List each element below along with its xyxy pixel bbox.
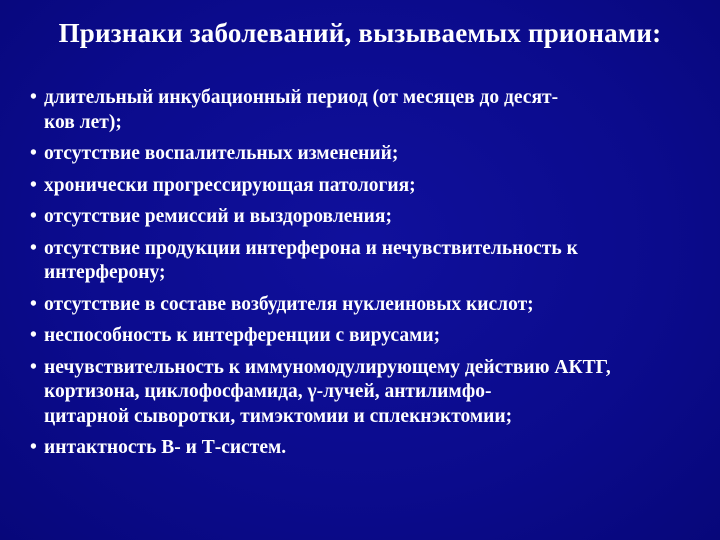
list-item bbox=[30, 356, 700, 430]
bullet-icon: • bbox=[30, 356, 37, 378]
bullet-icon: • bbox=[30, 293, 37, 315]
symptom-list bbox=[30, 86, 700, 468]
bullet-icon: • bbox=[30, 206, 37, 227]
bullet-icon: • bbox=[30, 437, 37, 458]
list-item bbox=[30, 324, 700, 349]
list-item-text: отсутствие воспалительных изменений; bbox=[44, 143, 399, 164]
list-item bbox=[30, 237, 700, 286]
list-item-text: отсутствие в составе возбудителя нуклеиновых кислот; bbox=[44, 293, 534, 315]
list-item bbox=[30, 86, 700, 135]
bullet-icon: • bbox=[30, 325, 37, 346]
list-item-text: длительный инкубационный период (от месяцев до десят- ков лет); bbox=[44, 87, 559, 133]
list-item-text: отсутствие продукции интерферона и нечувствительность к интерферону; bbox=[44, 237, 578, 283]
slide-title: Признаки заболеваний, вызываемых прионами: bbox=[58, 18, 662, 48]
list-item bbox=[30, 436, 700, 461]
list-item bbox=[30, 174, 700, 199]
bullet-icon: • bbox=[30, 237, 37, 259]
bullet-icon: • bbox=[30, 174, 37, 196]
list-item bbox=[30, 142, 700, 167]
bullet-icon: • bbox=[30, 87, 37, 108]
list-item-text: неспособность к интерференции с вирусами; bbox=[44, 325, 441, 346]
list-item bbox=[30, 293, 700, 318]
list-item-text: отсутствие ремиссий и выздоровления; bbox=[44, 206, 392, 227]
list-item-text: интактность В- и Т-систем. bbox=[44, 437, 287, 458]
bullet-icon: • bbox=[30, 143, 37, 164]
list-item-text: хронически прогрессирующая патология; bbox=[44, 174, 416, 196]
list-item bbox=[30, 205, 700, 230]
list-item-text: нечувствительность к иммуномодулирующему действию АКТГ, кортизона, циклофосфамида, γ-лучей, антилимфо- цитарной сыворотки, тимэктомии и сплекнэктомии; bbox=[44, 356, 611, 427]
